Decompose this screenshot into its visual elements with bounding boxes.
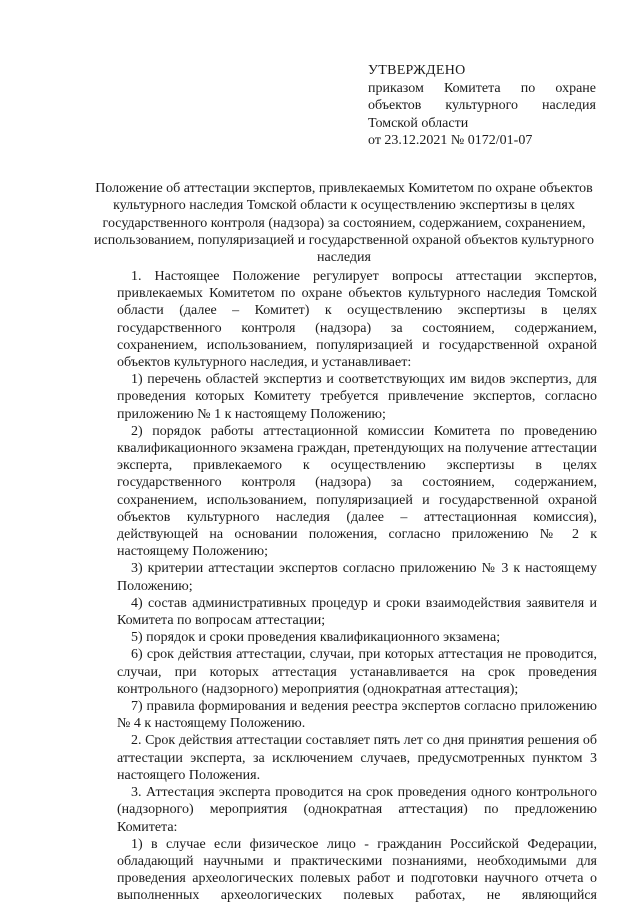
paragraph-1-item-7: 7) правила формирования и ведения реестра экспертов согласно приложению № 4 к настоящему Положению. bbox=[117, 699, 597, 732]
paragraph-1-item-3: 3) критерии аттестации экспертов согласно приложению № 3 к настоящему Положению; bbox=[117, 561, 597, 594]
approval-heading: УТВЕРЖДЕНО bbox=[368, 63, 466, 78]
paragraph-1-item-6: 6) срок действия аттестации, случаи, при которых аттестация не проводится, случаи, при которых аттестация устанавливается на срок проведения контрольного (надзорного) мероприятия (однократная аттестация); bbox=[117, 647, 597, 697]
approval-line-region: Томской области bbox=[368, 115, 469, 131]
document-title: Положение об аттестации экспертов, привлекаемых Комитетом по охране объектов культурного наследия Томской области к осуществлению экспертизы в целях государственного контроля (надзора) за состоянием, содержанием, сохранением, использованием, популяризацией и государственной охраной объектов культурного наследия bbox=[94, 181, 594, 266]
paragraph-1-item-5: 5) порядок и сроки проведения квалификационного экзамена; bbox=[131, 630, 501, 646]
paragraph-1-item-1: 1) перечень областей экспертиз и соответствующих им видов экспертиз, для проведения которых Комитету требуется привлечение экспертов, согласно приложению № 1 к настоящему Положению; bbox=[117, 372, 597, 422]
approval-line-date: от 23.12.2021 № 0172/01-07 bbox=[368, 133, 533, 148]
approval-line-order: приказом Комитета по охране bbox=[368, 80, 596, 96]
paragraph-2: 2. Срок действия аттестации составляет пять лет со дня принятия решения об аттестации эксперта, за исключением случаев, предусмотренных пунктом 3 настоящего Положения. bbox=[117, 733, 597, 783]
paragraph-1: 1. Настоящее Положение регулирует вопросы аттестации экспертов, привлекаемых Комитетом по охране объектов культурного наследия Томской области (далее – Комитет) к осуществлению экспертизы в целях государственного контроля (надзора) за состоянием, содержанием, сохранением, использованием, популяризацией и государственной охраной объектов культурного наследия, и устанавливает: bbox=[117, 269, 597, 371]
paragraph-1-item-2: 2) порядок работы аттестационной комиссии Комитета по проведению квалификационного экзамена граждан, претендующих на получение аттестации эксперта, привлекаемого к осуществлению экспертизы в целях государственного контроля (надзора) за состоянием, содержанием, сохранением, использованием, популяризацией и государственной охраной объектов культурного наследия (далее – аттестационная комиссия), действующей на основании положения, согласно приложению № 2 к настоящему Положению; bbox=[117, 423, 597, 560]
approval-stamp bbox=[368, 62, 596, 150]
approval-line-objects: объектов культурного наследия bbox=[368, 98, 596, 113]
paragraph-3-item-1: 1) в случае если физическое лицо - гражданин Российской Федерации, обладающий научными и практическими познаниями, необходимыми для проведения археологических полевых работ и подготовки научного отчета о выполненных археологических полевых работах, не являющийся bbox=[117, 836, 597, 904]
document-body bbox=[117, 268, 597, 905]
paragraph-1-item-4: 4) состав административных процедур и сроки взаимодействия заявителя и Комитета по вопросам аттестации; bbox=[117, 595, 597, 629]
paragraph-3: 3. Аттестация эксперта проводится на срок проведения одного контрольного (надзорного) мероприятия (однократная аттестация) по предложению Комитета: bbox=[117, 785, 597, 835]
